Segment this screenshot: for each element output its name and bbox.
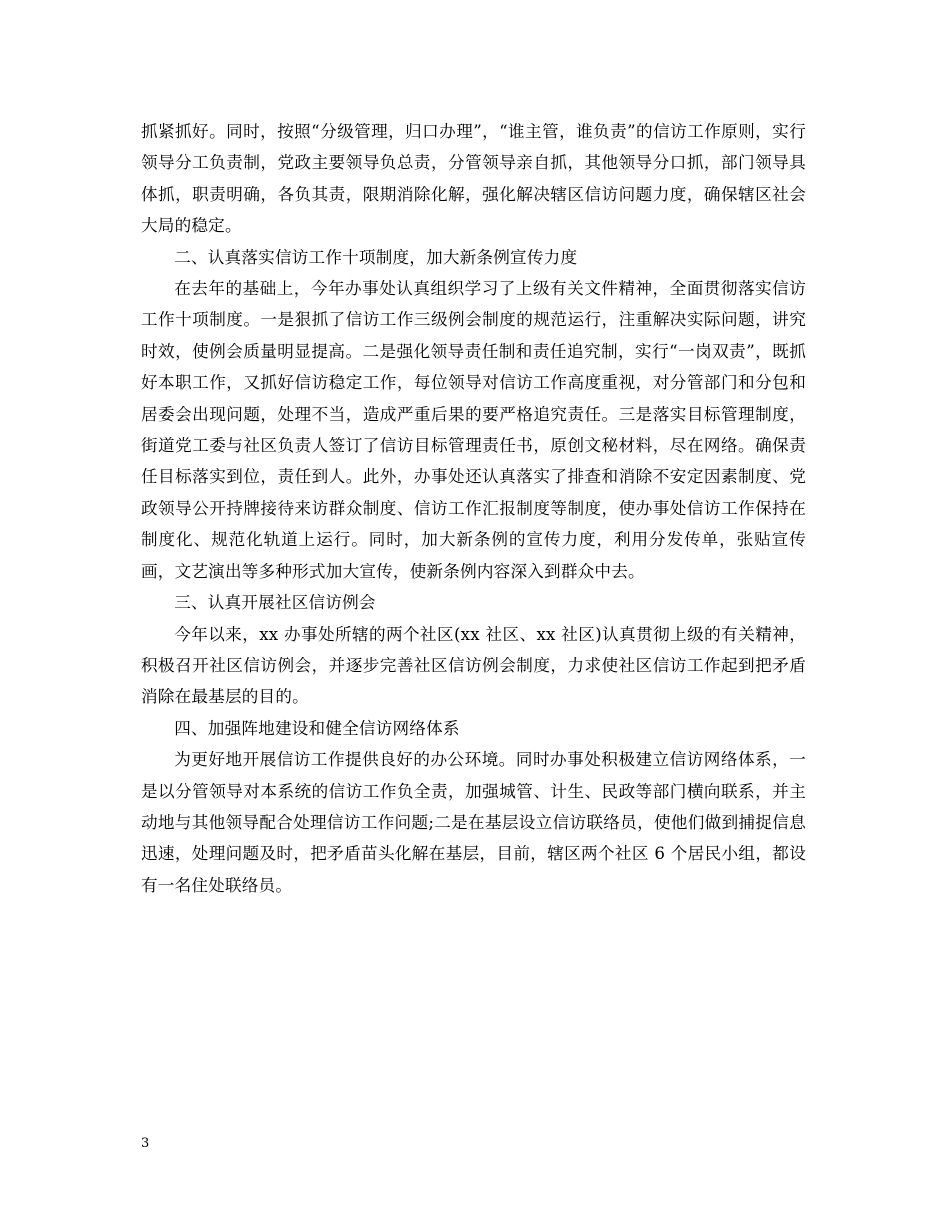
- document-body: [141, 116, 806, 901]
- section-heading-2: 二、认真落实信访工作十项制度，加大新条例宣传力度: [174, 247, 578, 267]
- paragraph-section-4: 为更好地开展信访工作提供良好的办公环境。同时办事处积极建立信访网络体系，一是以分管领导对本系统的信访工作负全责，加强城管、计生、民政等部门横向联系，并主动地与其他领导配合处理信访工作问题;二是在基层设立信访联络员，使他们做到捕捉信息迅速，处理问题及时，把矛盾苗头化解在基层，目前，辖区两个社区 6 个居民小组，都设有一名住处联络员。: [141, 750, 806, 895]
- paragraph-section-2: 在去年的基础上，今年办事处认真组织学习了上级有关文件精神，全面贯彻落实信访工作十项制度。一是狠抓了信访工作三级例会制度的规范运行，注重解决实际问题，讲究时效，使例会质量明显提高。二是强化领导责任制和责任追究制，实行“一岗双责”，既抓好本职工作，又抓好信访稳定工作，每位领导对信访工作高度重视，对分管部门和分包和居委会出现问题，处理不当，造成严重后果的要严格追究责任。三是落实目标管理制度，街道党工委与社区负责人签订了信访目标管理责任书，原创文秘材料，尽在网络。确保责任目标落实到位，责任到人。此外，办事处还认真落实了排查和消除不安定因素制度、党政领导公开持牌接待来访群众制度、信访工作汇报制度等制度，使办事处信访工作保持在制度化、规范化轨道上运行。同时，加大新条例的宣传力度，利用分发传单，张贴宣传画，文艺演出等多种形式加大宣传，使新条例内容深入到群众中去。: [141, 279, 806, 581]
- paragraph-section-3: 今年以来，xx 办事处所辖的两个社区(xx 社区、xx 社区)认真贯彻上级的有关精神，积极召开社区信访例会，并逐步完善社区信访例会制度，力求使社区信访工作起到把矛盾消除在最基层的目的。: [141, 624, 806, 707]
- paragraph-continuation: 抓紧抓好。同时，按照“分级管理，归口办理”，“谁主管，谁负责”的信访工作原则，实行领导分工负责制，党政主要领导负总责，分管领导亲自抓，其他领导分口抓，部门领导具体抓，职责明确，各负其责，限期消除化解，强化解决辖区信访问题力度，确保辖区社会大局的稳定。: [141, 122, 806, 236]
- page-number: 3: [141, 1136, 150, 1151]
- section-heading-3: 三、认真开展社区信访例会: [174, 593, 376, 613]
- section-heading-4: 四、加强阵地建设和健全信访网络体系: [174, 718, 460, 738]
